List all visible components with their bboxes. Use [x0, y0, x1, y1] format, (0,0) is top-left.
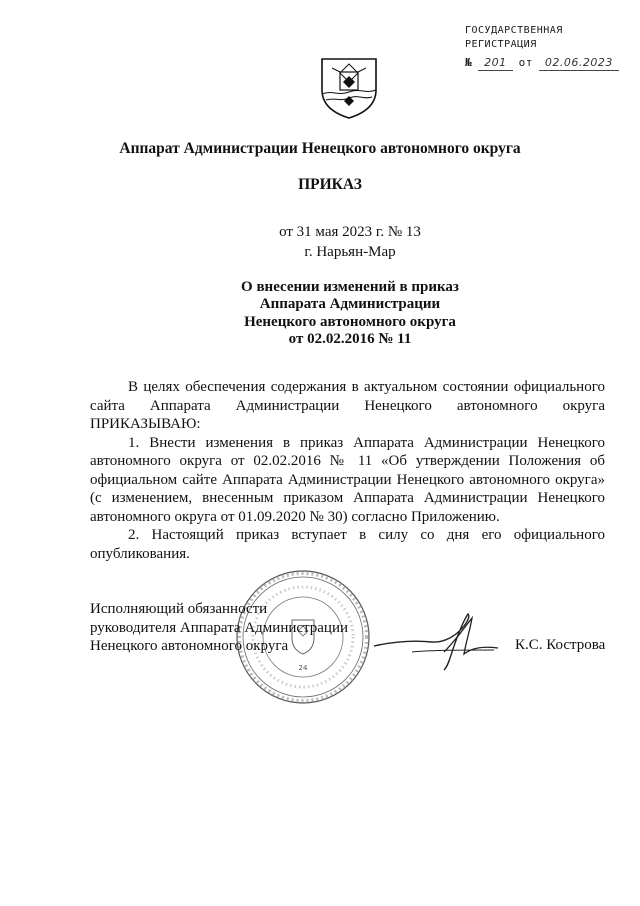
- signatory-position-line: Исполняющий обязанности: [90, 601, 268, 617]
- document-city: г. Нарьян-Мар: [304, 244, 396, 260]
- order-item-2: 2. Настоящий приказ вступает в силу со дня его официального опубликования.: [90, 527, 605, 562]
- title-line: Аппарата Администрации: [259, 296, 441, 313]
- registration-stamp: [465, 24, 635, 71]
- signatory-position-line: Ненецкого автономного округа: [90, 638, 289, 654]
- registration-number-row: [465, 56, 635, 71]
- registration-number-value: 201: [478, 56, 513, 71]
- handwritten-signature-icon: [372, 612, 502, 672]
- document-date-number: от 31 мая 2023 г. № 13: [279, 224, 421, 240]
- registration-line1: ГОСУДАРСТВЕННАЯ: [465, 25, 563, 36]
- preamble-paragraph: В целях обеспечения содержания в актуальном состоянии официального сайта Аппарата Администрации Ненецкого автономного округа ПРИКАЗЫВАЮ:: [90, 379, 605, 432]
- document-type: ПРИКАЗ: [298, 176, 362, 193]
- organization-name: Аппарат Администрации Ненецкого автономного округа: [119, 140, 521, 157]
- coat-of-arms-icon: [318, 56, 380, 120]
- title-line: Ненецкого автономного округа: [244, 313, 456, 330]
- order-item-1: 1. Внести изменения в приказ Аппарата Администрации Ненецкого автономного округа от 02.02.2016 № 11 «Об утверждении Положения об официальном сайте Аппарата Администрации Ненецкого автономного округа» (с изменением, внесенным приказом Аппарата Администрации Ненецкого автономного округа от 01.09.2020 № 30) согласно Приложению.: [90, 434, 605, 525]
- document-body: [90, 378, 605, 563]
- title-line: О внесении изменений в приказ: [241, 279, 459, 295]
- signatory-position-line: руководителя Аппарата Администрации: [90, 619, 349, 636]
- registration-line2: РЕГИСТРАЦИЯ: [465, 39, 537, 50]
- document-title: [0, 279, 640, 348]
- registration-number-label: №: [465, 56, 473, 69]
- signatory-position: [90, 600, 348, 656]
- registration-date-value: 02.06.2023: [539, 56, 619, 71]
- signatory-name: К.С. Кострова: [515, 637, 606, 653]
- seal-number: 24: [298, 664, 308, 672]
- registration-from-label: от: [518, 56, 533, 69]
- title-line: от 02.02.2016 № 11: [288, 330, 412, 347]
